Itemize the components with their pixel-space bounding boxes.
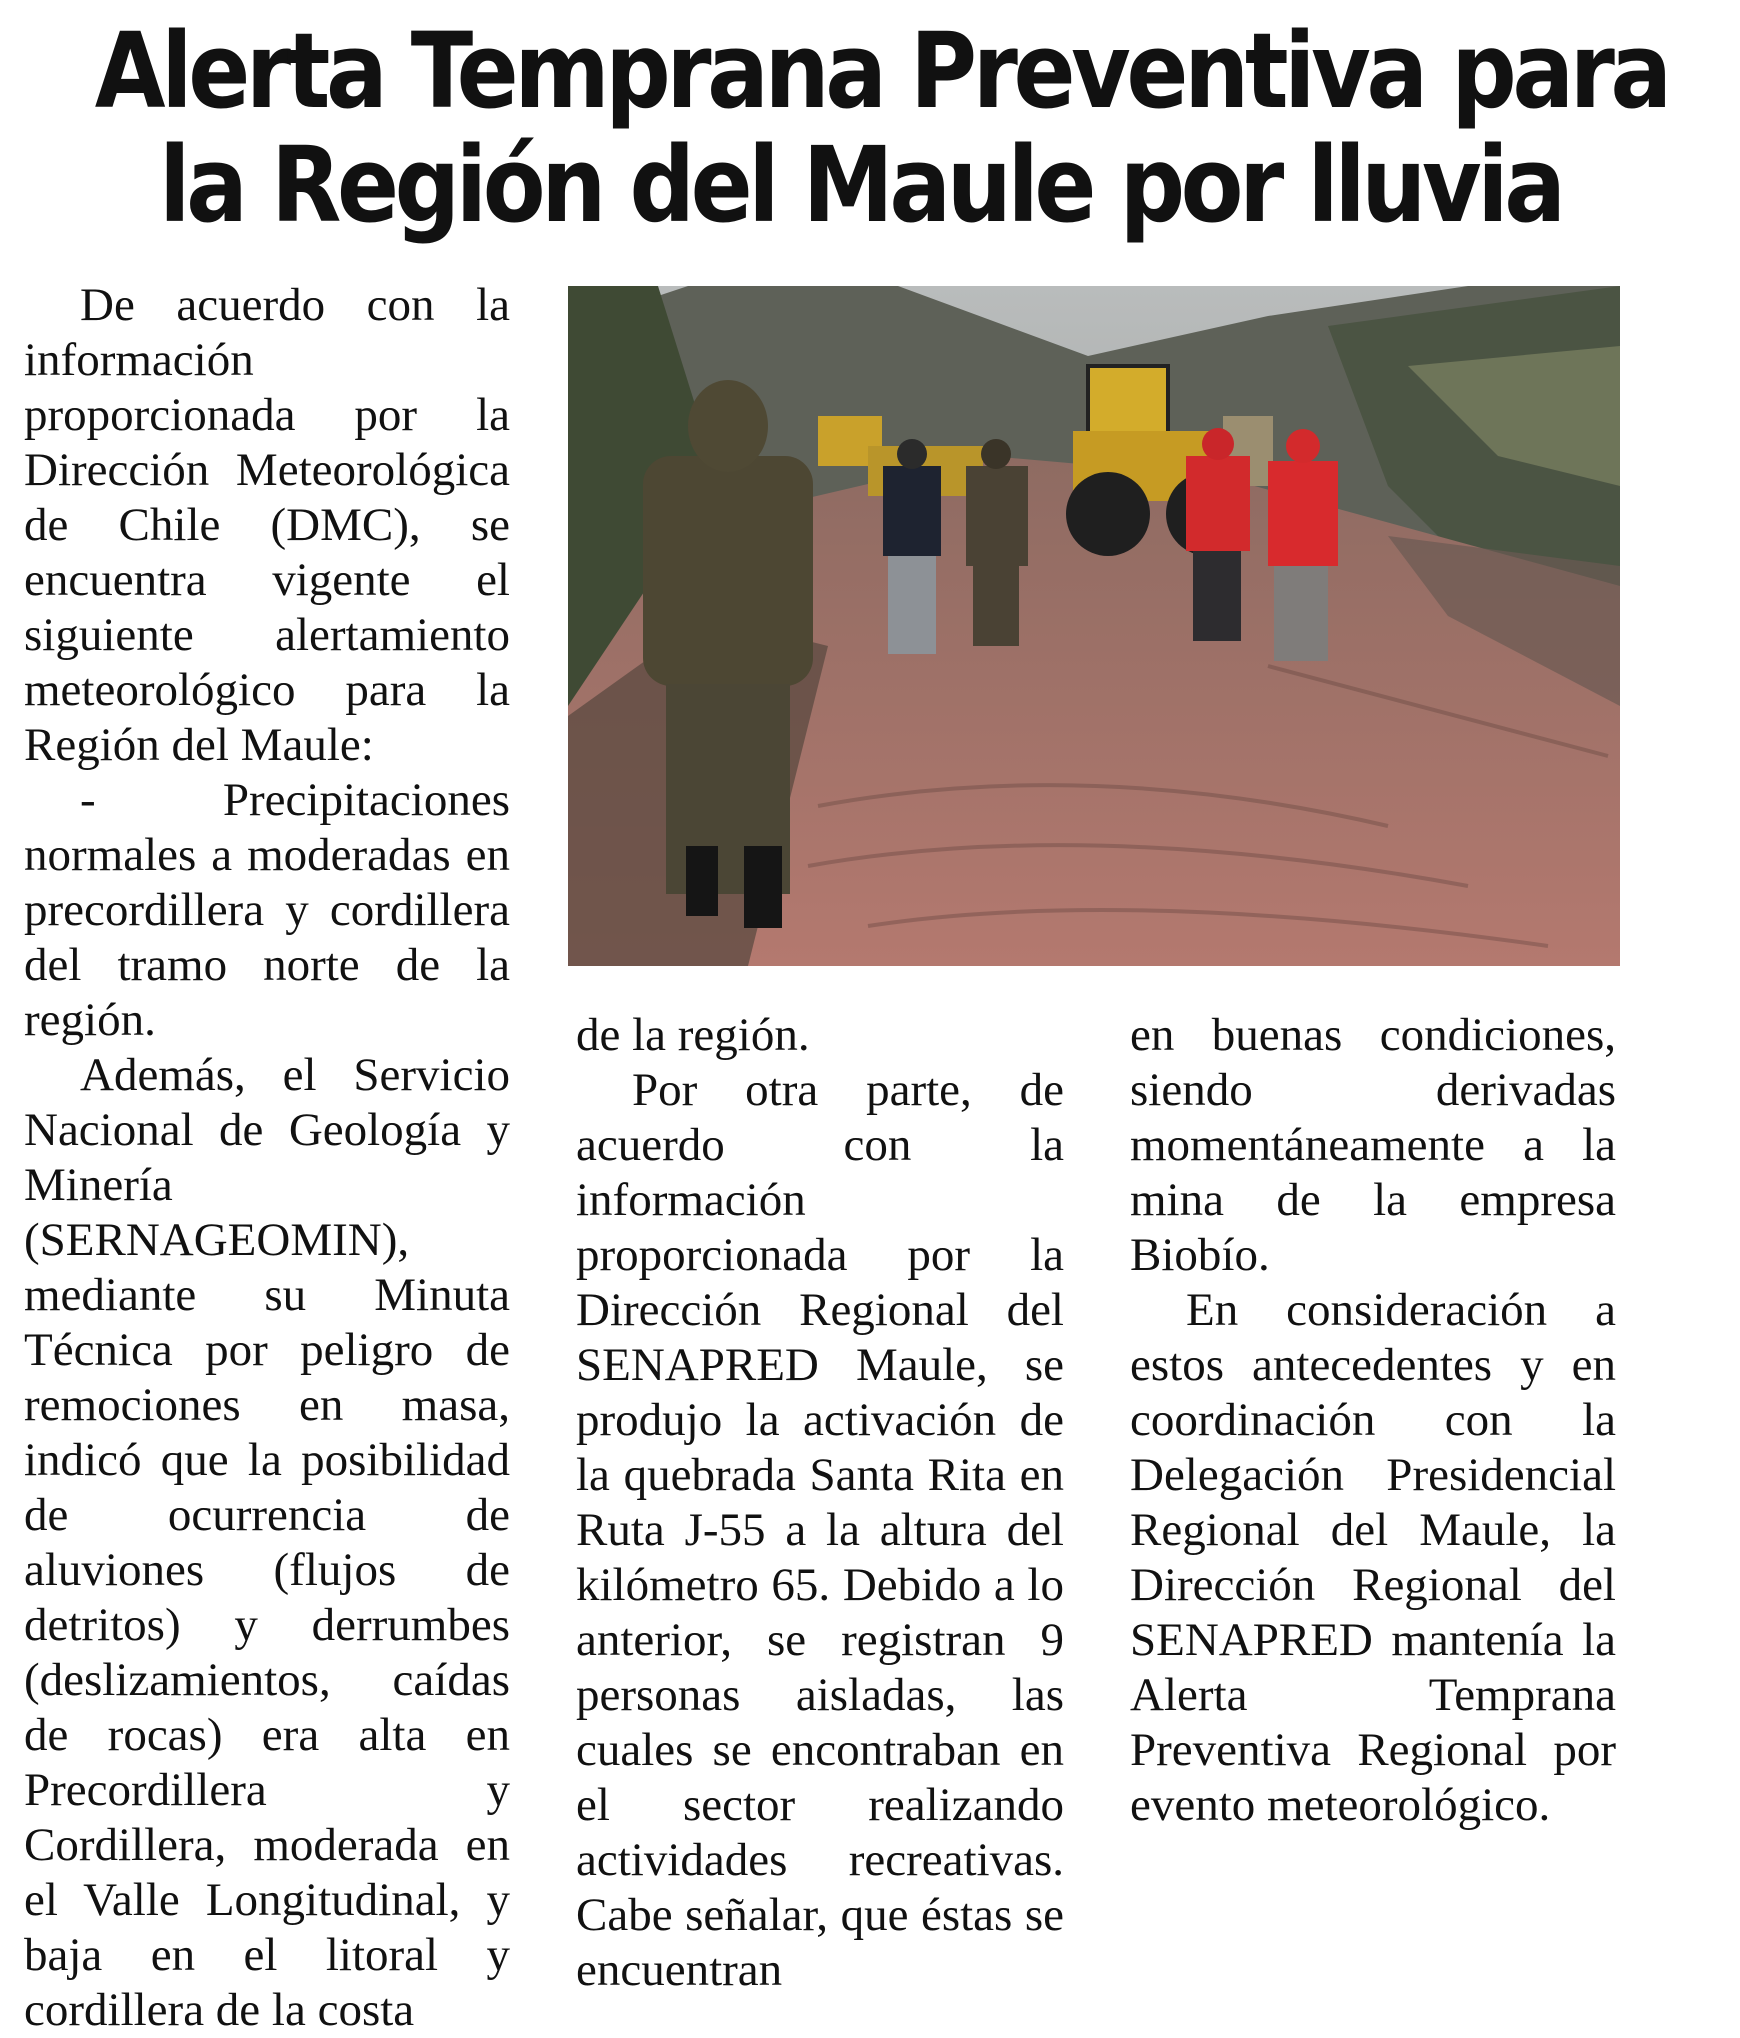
paragraph-alert-maintained: En consideración a estos antecedentes y en coordinación con la Delegación Presidencial Regional del Maule, la Dirección Regional del SENAPRED mantenía la Alerta Temprana Preventiva Regional por evento meteorológico. (1130, 1284, 1616, 1831)
headline-line-1: Alerta Temprana Preventiva para (94, 10, 1668, 132)
paragraph-sernageomin: Además, el Servicio Nacional de Geología y Minería (SERNAGEOMIN), mediante su Minuta Técnica por peligro de remociones en masa, indicó que la posibilidad de ocurrencia de aluviones (flujos de detritos) y derrumbes (deslizamientos, caídas de rocas) era alta en Precordillera y Cordillera, moderada en el Valle Longitudinal, y baja en el litoral y cordillera de la costa (24, 1049, 510, 2036)
paragraph-dmc: De acuerdo con la información proporcionada por la Dirección Meteorológica de Chile (DMC), se encuentra vigente el siguiente alertamiento meteorológico para la Región del Maule: (24, 279, 510, 771)
article-column-1 (24, 278, 510, 2038)
article-column-3 (1130, 1008, 1616, 1833)
paragraph-senapred-activation: Por otra parte, de acuerdo con la información proporcionada por la Dirección Regional del SENAPRED Maule, se produjo la activación de la quebrada Santa Rita en Ruta J-55 a la altura del kilómetro 65. Debido a lo anterior, se registran 9 personas aisladas, las cuales se encontraban en el sector realizando actividades recreativas. Cabe señalar, que éstas se encuentran (576, 1064, 1064, 1996)
news-photo (568, 286, 1620, 966)
road-scene-illustration (568, 286, 1620, 966)
paragraph-region-continued: de la región. (576, 1009, 810, 1061)
paragraph-good-condition: en buenas condiciones, siendo derivadas momentáneamente a la mina de la empresa Biobío. (1130, 1009, 1616, 1281)
article-column-2 (576, 1008, 1064, 1998)
paragraph-precipitation: - Precipitaciones normales a moderadas en precordillera y cordillera del tramo norte de la región. (24, 774, 510, 1046)
headline (94, 10, 1668, 246)
headline-line-2: la Región del Maule por lluvia (159, 124, 1562, 246)
